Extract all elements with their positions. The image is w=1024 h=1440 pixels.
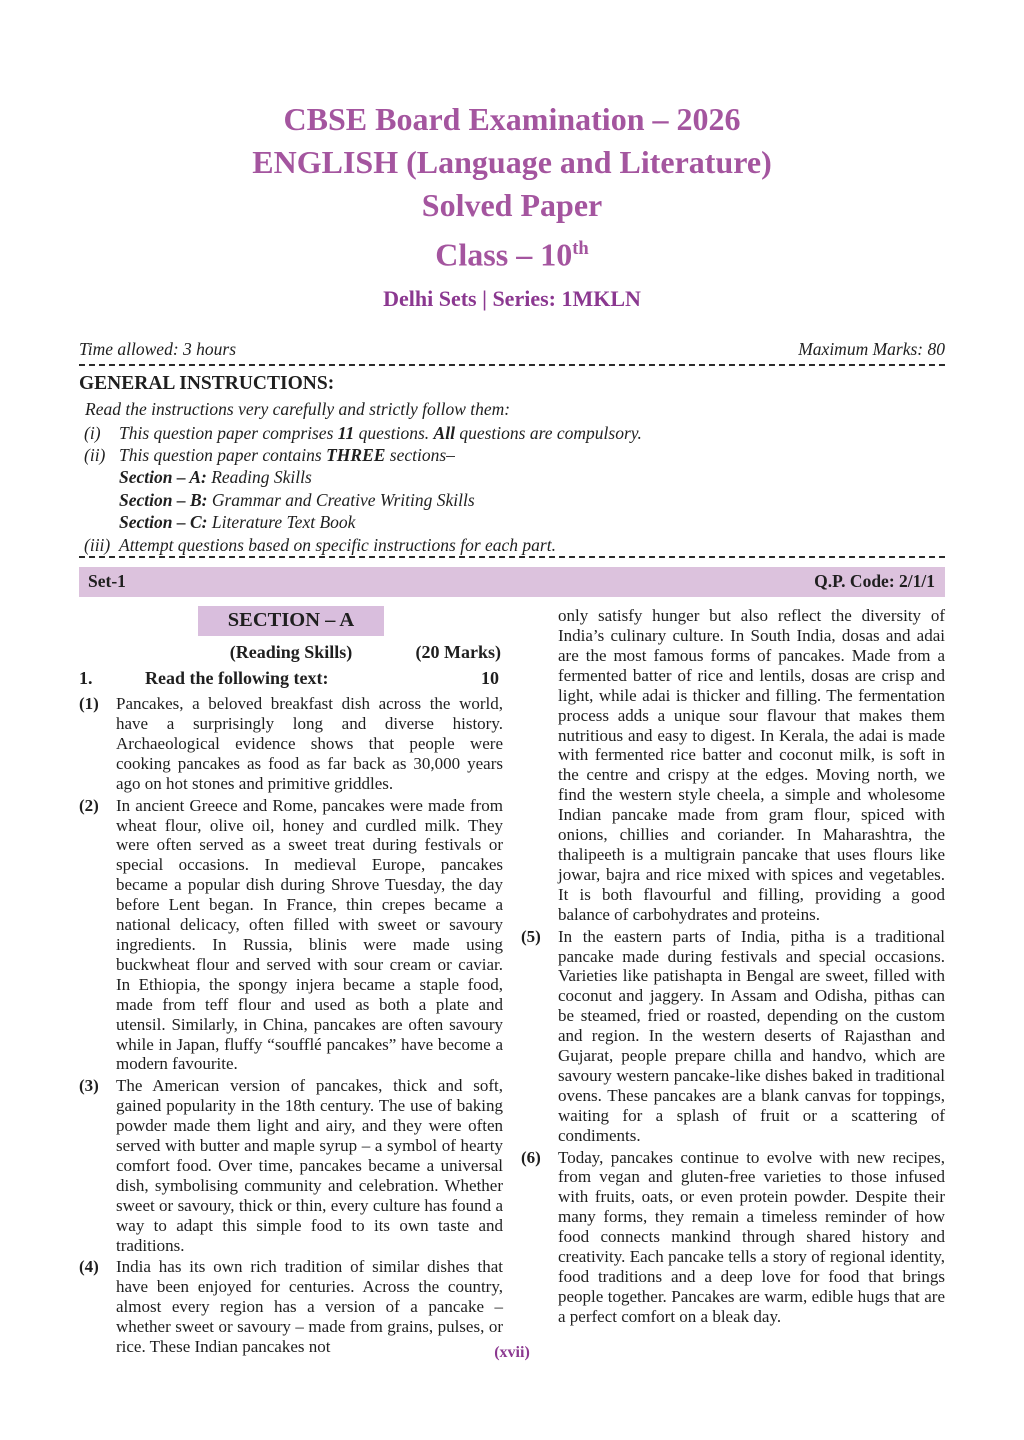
passage-paragraph	[79, 796, 503, 1075]
qp-code-label: Q.P. Code: 2/1/1	[814, 571, 935, 592]
passage-paragraph	[521, 927, 945, 1146]
paper-header	[79, 98, 945, 312]
paragraph-text: In ancient Greece and Rome, pancakes were made from wheat flour, olive oil, honey and curdled milk. They were often served as a sweet treat during festivals or special occasions. In medieval Europe, pancakes became a popular dish during Shrove Tuesday, the day before Lent began. In France, thin crepes became a national delicacy, often filled with sweet or savoury ingredients. In Russia, blinis were made using buckwheat flour and served with sour cream or caviar. In Ethiopia, the spongy injera became a staple food, made from teff flour and used as both a plate and utensil. Similarly, in China, pancakes are often savoury while in Japan, fluffy “soufflé pancakes” have become a modern favourite.	[116, 795, 503, 1074]
paragraph-number	[521, 606, 558, 925]
question-marks: 10	[481, 668, 499, 689]
instruction-text-segment: This question paper contains	[119, 445, 327, 466]
instruction-text-bold-segment: All	[433, 422, 455, 443]
instruction-text-bold-segment: Section – C:	[119, 512, 208, 533]
general-instructions-heading: GENERAL INSTRUCTIONS:	[79, 372, 335, 394]
series-line: Delhi Sets | Series: 1MKLN	[383, 285, 641, 311]
instruction-text	[119, 511, 945, 533]
question-number: 1.	[79, 668, 93, 689]
paragraph-number: (2)	[79, 795, 99, 815]
passage-paragraph	[79, 694, 503, 794]
instruction-item	[79, 534, 945, 556]
instruction-item	[79, 511, 945, 533]
meta-row	[79, 339, 945, 364]
instruction-item	[79, 422, 945, 444]
paragraph-number: (1)	[79, 694, 99, 714]
paragraph-number: (6)	[521, 1147, 541, 1167]
instruction-marker: (ii)	[84, 445, 106, 466]
dashed-divider-bottom	[79, 556, 945, 558]
page-number: (xvii)	[494, 1344, 530, 1361]
paragraph-text: Pancakes, a beloved breakfast dish across the world, have a surprisingly long and diverse history. Archaeological evidence shows that people were cooking pancakes as food as far back as 30,000 years ago on hot stones and primitive griddles.	[116, 694, 503, 793]
instruction-text-segment: sections–	[385, 445, 455, 466]
maximum-marks-label: Maximum Marks: 80	[798, 338, 945, 359]
instruction-text-bold-segment: Section – B:	[119, 489, 208, 510]
instruction-item	[79, 489, 945, 511]
passage-left-column	[79, 694, 503, 1357]
section-a-heading: SECTION – A	[198, 606, 384, 636]
instruction-text-bold-segment: THREE	[326, 445, 386, 466]
general-instructions-intro: Read the instructions very carefully and strictly follow them:	[85, 398, 511, 419]
instruction-text	[119, 534, 945, 556]
instruction-text	[119, 422, 945, 444]
instruction-text-bold-segment: Section – A:	[119, 467, 207, 488]
instruction-text-segment: questions.	[354, 422, 434, 443]
set-label: Set-1	[88, 571, 126, 592]
paragraph-number: (3)	[79, 1076, 99, 1096]
instruction-text	[119, 444, 945, 466]
section-marks-label: (20 Marks)	[415, 642, 501, 663]
question-text: Read the following text:	[145, 668, 329, 689]
instruction-text-segment: Reading Skills	[206, 467, 312, 488]
right-column	[521, 606, 945, 1359]
paragraph-text: Today, pancakes continue to evolve with new recipes, from vegan and gluten-free varieties to those infused with fruits, oats, or even protein powder. Despite their many forms, they remain a timeless reminder of how food connects mankind through shared history and creativity. Each pancake tells a story of regional identity, food traditions and a deep love for food that brings people together. Pancakes are warm, edible hugs that are a perfect comfort on a bleak day.	[558, 1147, 945, 1326]
class-text: Class – 10	[435, 236, 573, 273]
instruction-text-segment: This question paper comprises	[119, 422, 338, 443]
section-a-subheading-row	[79, 642, 503, 666]
instruction-item	[79, 466, 945, 488]
time-allowed-label: Time allowed: 3 hours	[79, 338, 237, 359]
exam-title-line3: Solved Paper	[421, 187, 603, 223]
instruction-text-segment: Grammar and Creative Writing Skills	[207, 489, 475, 510]
passage-right-column	[521, 606, 945, 1327]
passage-paragraph	[79, 1076, 503, 1255]
instruction-marker	[79, 511, 119, 533]
instruction-text-bold-segment: 11	[337, 422, 355, 443]
instruction-text	[119, 489, 945, 511]
passage-paragraph	[79, 1257, 503, 1357]
passage-paragraph	[521, 1148, 945, 1327]
instruction-marker	[79, 489, 119, 511]
instruction-text	[119, 466, 945, 488]
exam-class-line	[79, 227, 945, 277]
exam-title-line1: CBSE Board Examination – 2026	[283, 101, 741, 137]
exam-title-line2: ENGLISH (Language and Literature)	[252, 144, 772, 180]
dashed-divider-top	[79, 364, 945, 366]
paragraph-number: (4)	[79, 1257, 99, 1277]
instruction-marker: (iii)	[84, 534, 111, 555]
instruction-marker: (i)	[84, 422, 101, 443]
instruction-text-segment: Literature Text Book	[207, 512, 356, 533]
general-instructions	[79, 373, 945, 556]
instruction-text-segment: questions are compulsory.	[454, 422, 642, 443]
exam-paper-page	[79, 0, 945, 1359]
instruction-item	[79, 444, 945, 466]
paragraph-text: In the eastern parts of India, pitha is a traditional pancake made during festivals and special occasions. Varieties like patishapta in Bengal are sweet, filled with coconut and jaggery. In Assam and Odisha, pithas can be steamed, fried or roasted, depending on the custom and region. In the western deserts of Rajasthan and Gujarat, people prepare chilla and handvo, which are savoury western pancake-like dishes baked in traditional ovens. These pancakes are a blank canvas for toppings, waiting for a splash of fruit or a scattering of condiments.	[558, 926, 945, 1145]
class-superscript: th	[572, 238, 589, 259]
set-code-bar	[79, 567, 945, 597]
reading-skills-label: (Reading Skills)	[229, 642, 353, 663]
general-instructions-list	[79, 422, 945, 556]
left-column	[79, 606, 503, 1359]
question-1-row	[79, 667, 503, 689]
instruction-marker	[79, 466, 119, 488]
passage-columns	[79, 606, 945, 1359]
paragraph-text: only satisfy hunger but also reflect the diversity of India’s culinary culture. In South India, dosas and adai are the most famous forms of pancakes. Made from a fermented batter of rice and lentils, dosas are crisp and light, while adai is thicker and filling. The fermentation process adds a unique sour flavour that makes them nutritious and easy to digest. In Kerala, the adai is made with fermented rice batter and coconut milk, is soft in the centre and crispy at the edges. Moving north, we find the western style cheela, a simple and wholesome Indian pancake made from gram flour, spiced with onions, chillies and coriander. In Maharashtra, the thalipeeth is a multigrain pancake that uses flours like jowar, bajra and rice mixed with spices and vegetables. It is both flavourful and filling, providing a good balance of carbohydrates and proteins.	[558, 606, 945, 924]
passage-paragraph	[521, 606, 945, 925]
paragraph-text: India has its own rich tradition of similar dishes that have been enjoyed for centuries. Across the country, almost every region has a version of a pancake – whether sweet or savoury – made from grains, pulses, or rice. These Indian pancakes not	[116, 1257, 503, 1357]
instruction-text-segment: Attempt questions based on specific instructions for each part.	[119, 534, 556, 555]
paragraph-text: The American version of pancakes, thick and soft, gained popularity in the 18th century. The use of baking powder made them light and airy, and they were often served with butter and maple syrup – a symbol of hearty comfort food. Over time, pancakes became a universal dish, symbolising community and celebration. Whether sweet or savoury, thick or thin, every culture has found a way to adapt this simple food to its own taste and traditions.	[116, 1076, 503, 1255]
paragraph-number: (5)	[521, 926, 541, 946]
